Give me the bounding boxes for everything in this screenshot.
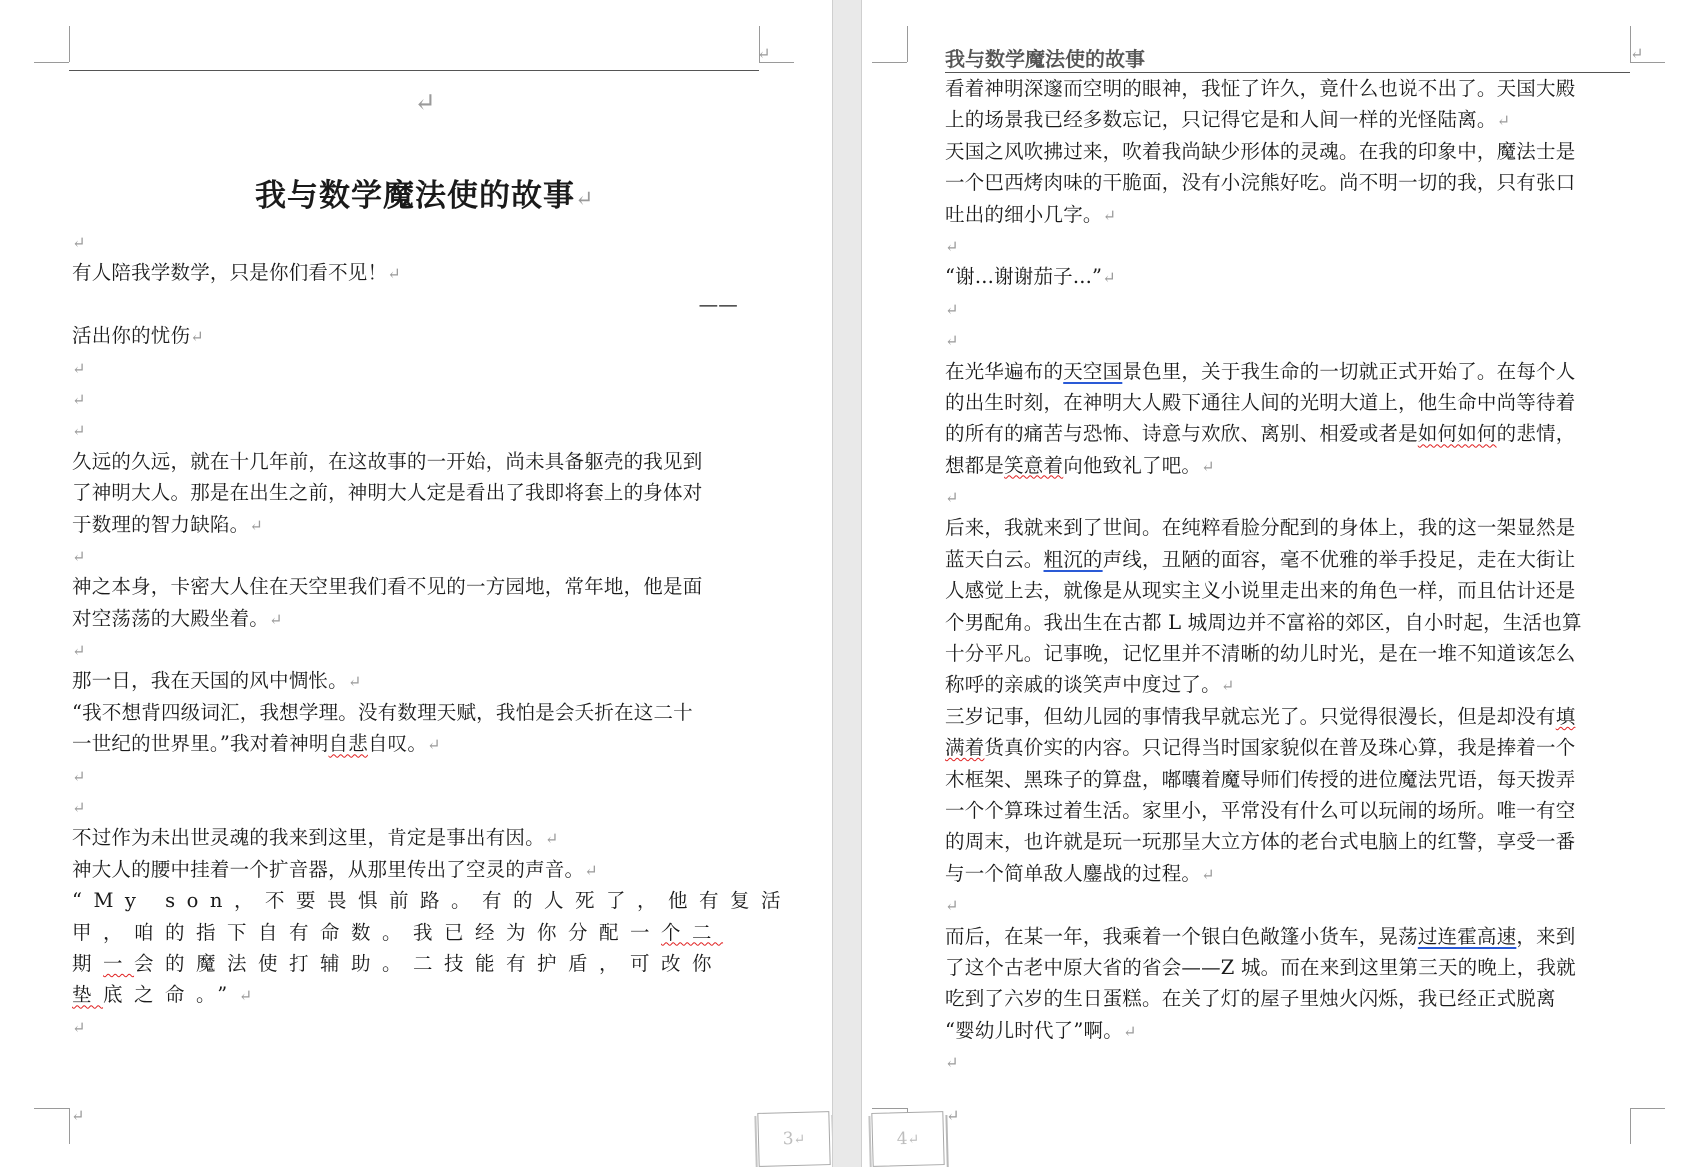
text-line bbox=[72, 257, 752, 288]
paragraph-mark: ↵ bbox=[72, 233, 86, 252]
page-4 bbox=[862, 0, 1693, 1167]
text-line bbox=[72, 509, 752, 540]
paragraph-mark: ↵ bbox=[347, 672, 362, 692]
text-line bbox=[945, 544, 1635, 575]
paragraph-mark: ↵ bbox=[72, 546, 86, 566]
text-run: ，来到 bbox=[1516, 924, 1576, 948]
text-run: —— bbox=[698, 292, 738, 316]
page-number-box[interactable]: 4↵ bbox=[871, 1111, 944, 1167]
spelling-flag[interactable]: 填 bbox=[1555, 704, 1576, 728]
text-line bbox=[72, 885, 792, 916]
crop-mark bbox=[1630, 1108, 1665, 1109]
crop-mark bbox=[872, 1108, 907, 1109]
empty-paragraph bbox=[72, 760, 752, 791]
spelling-flag[interactable]: 垫 bbox=[72, 983, 104, 1007]
text-run: 了神明大人。那是在出生之前，神明大人定是看出了我即将套上的身体对 bbox=[72, 481, 703, 505]
footer-paragraph-mark: ↵ bbox=[946, 1106, 960, 1125]
text-line bbox=[72, 854, 752, 885]
paragraph-mark: ↵ bbox=[1102, 268, 1116, 288]
header-paragraph-mark: ↵ bbox=[1630, 44, 1644, 63]
text-line bbox=[945, 921, 1635, 952]
paragraph-mark: ↵ bbox=[945, 1053, 959, 1073]
text-line bbox=[945, 136, 1635, 167]
text-line bbox=[945, 167, 1635, 198]
text-run: “谢...谢谢茄子...” bbox=[945, 265, 1103, 289]
paragraph-mark: ↵ bbox=[1201, 456, 1215, 476]
text-run: 与一个简单敌人鏖战的过程。 bbox=[945, 861, 1202, 885]
text-run: 货真价实的内容。只记得当时国家貌似在普及珠心算，我是捧着一个 bbox=[984, 736, 1576, 760]
text-line bbox=[72, 446, 752, 477]
text-line bbox=[945, 418, 1635, 449]
text-line bbox=[945, 450, 1635, 481]
paragraph-mark: ↵ bbox=[1122, 1021, 1137, 1041]
empty-paragraph bbox=[72, 634, 752, 665]
text-run: 一个个算珠过着生活。家里小，平常没有什么可以玩闹的场所。唯一有空 bbox=[945, 798, 1576, 822]
text-run: 神大人的腰中挂着一个扩音器，从那里传出了空灵的声音。 bbox=[72, 857, 585, 881]
text-line bbox=[72, 320, 752, 351]
footer-paragraph-mark: ↵ bbox=[71, 1106, 85, 1125]
paragraph-mark: ↵ bbox=[1496, 111, 1511, 131]
text-line bbox=[945, 104, 1635, 135]
empty-paragraph bbox=[945, 889, 1635, 920]
text-line bbox=[945, 952, 1635, 983]
text-run: 会的魔法使打辅助。二技能有护盾，可改你 bbox=[134, 951, 724, 975]
text-run: 有人陪我学数学，只是你们看不见！ bbox=[72, 261, 388, 285]
text-run: 的周末，也许就是玩一玩那呈大立方体的老台式电脑上的红警，享受一番 bbox=[945, 830, 1576, 854]
spelling-flag[interactable]: 个二 bbox=[661, 920, 724, 944]
text-run: 于数理的智力缺陷。 bbox=[72, 512, 250, 536]
empty-paragraph bbox=[945, 324, 1635, 355]
text-line bbox=[72, 477, 752, 508]
page-3 bbox=[0, 0, 832, 1167]
crop-mark bbox=[69, 1108, 70, 1144]
paragraph-mark: ↵ bbox=[72, 1017, 86, 1037]
crop-mark bbox=[907, 26, 908, 62]
text-run: 蓝天白云。 bbox=[945, 547, 1044, 571]
paragraph-mark: ↵ bbox=[427, 735, 441, 755]
crop-mark bbox=[34, 1108, 69, 1109]
text-line bbox=[72, 979, 752, 1010]
paragraph-mark: ↵ bbox=[72, 766, 86, 786]
paragraph-mark: ↵ bbox=[945, 331, 959, 351]
text-line bbox=[945, 764, 1635, 795]
text-line bbox=[945, 669, 1635, 700]
page-gutter bbox=[832, 0, 862, 1167]
text-line bbox=[945, 356, 1635, 387]
paragraph-mark: ↵ bbox=[72, 389, 86, 409]
text-line bbox=[72, 603, 752, 634]
text-run: 后来，我就来到了世间。在纯粹看脸分配到的身体上，我的这一架显然是 bbox=[945, 516, 1576, 540]
empty-paragraph bbox=[72, 352, 752, 383]
text-run: 甲，咱的指下自有命数。我已经为你分配一 bbox=[72, 920, 662, 944]
text-line bbox=[945, 638, 1635, 669]
text-line bbox=[945, 199, 1635, 230]
text-run: 一个巴西烤肉味的干脆面，没有小浣熊好吃。尚不明一切的我，只有张口 bbox=[945, 171, 1576, 195]
text-line bbox=[72, 665, 752, 696]
paragraph-mark: ↵ bbox=[269, 609, 283, 629]
page-number: 4 bbox=[896, 1129, 908, 1150]
paragraph-mark: ↵ bbox=[249, 515, 263, 535]
paragraph-mark: ↵ bbox=[544, 829, 559, 849]
empty-paragraph bbox=[945, 1046, 1635, 1077]
header-rule bbox=[69, 70, 759, 71]
text-run: 不过作为未出世灵魂的我来到这里，肯定是事出有因。 bbox=[72, 826, 545, 850]
grammar-flag[interactable]: 过连霍高速 bbox=[1417, 924, 1517, 948]
text-run: 吐出的细小几字。 bbox=[945, 202, 1103, 226]
text-run: 而后，在某一年，我乘着一个银白色敞篷小货车，晃荡 bbox=[945, 924, 1418, 948]
text-run: 的悲情， bbox=[1496, 422, 1576, 446]
text-run: 上的场景我已经多数忘记，只记得它是和人间一样的光怪陆离。 bbox=[945, 108, 1497, 132]
text-line bbox=[945, 795, 1635, 826]
text-line bbox=[72, 571, 752, 602]
text-run: 景色里，关于我生命的一切就正式开始了。在每个人 bbox=[1122, 359, 1576, 383]
spelling-flag[interactable]: 自悲 bbox=[328, 732, 368, 756]
text-line bbox=[945, 732, 1635, 763]
empty-paragraph bbox=[72, 791, 752, 822]
text-run: “婴幼儿时代了”啊。 bbox=[945, 1018, 1123, 1042]
text-run: 称呼的亲戚的谈笑声中度过了。 bbox=[945, 673, 1221, 697]
spelling-flag[interactable]: 满着 bbox=[945, 736, 985, 760]
text-run: 那一日，我在天国的风中惆怅。 bbox=[72, 669, 348, 693]
empty-paragraph bbox=[72, 1011, 752, 1042]
empty-paragraph bbox=[945, 230, 1635, 261]
text-run: 天国之风吹拂过来，吹着我尚缺少形体的灵魂。在我的印象中，魔法士是 bbox=[945, 139, 1576, 163]
document-title[interactable]: 我与数学魔法使的故事↵ bbox=[255, 178, 595, 214]
crop-mark bbox=[872, 62, 907, 63]
text-run: 底之命。” bbox=[103, 983, 239, 1007]
text-run: 期 bbox=[72, 951, 104, 975]
text-line bbox=[945, 1015, 1635, 1046]
text-run: 的出生时刻，在神明大人殿下通往人间的光明大道上，他生命中尚等待着 bbox=[945, 390, 1576, 414]
text-run: 十分平凡。记事晚，记忆里并不清晰的幼儿时光，是在一堆不知道该怎么 bbox=[945, 642, 1576, 666]
text-run: 的所有的痛苦与恐怖、诗意与欢欣、离别、相爱或者是 bbox=[945, 422, 1418, 446]
paragraph-mark: ↵ bbox=[584, 860, 598, 880]
text-line bbox=[72, 917, 752, 948]
text-line bbox=[72, 289, 752, 320]
text-run: 向他致礼了吧。 bbox=[1063, 453, 1202, 477]
spelling-flag[interactable]: 一 bbox=[103, 951, 135, 975]
paragraph-mark: ↵ bbox=[238, 986, 253, 1006]
text-run: 对空荡荡的大殿坐着。 bbox=[72, 606, 270, 630]
crop-mark bbox=[1630, 1108, 1631, 1144]
text-line bbox=[72, 948, 752, 979]
paragraph-mark: ↵ bbox=[387, 264, 401, 284]
page-4-body[interactable] bbox=[945, 73, 1635, 1078]
header-paragraph-mark: ↵ bbox=[414, 88, 436, 118]
text-run: 看着神明深邃而空明的眼神，我怔了许久，竟什么也说不出了。天国大殿 bbox=[945, 77, 1576, 100]
paragraph-mark: ↵ bbox=[72, 421, 86, 441]
text-run: 久远的久远，就在十几年前，在这故事的一开始，尚未具备躯壳的我见到 bbox=[72, 449, 703, 473]
paragraph-mark: ↵ bbox=[72, 641, 86, 661]
text-run: 声线，丑陋的面容，毫不优雅的举手投足，走在大街让 bbox=[1102, 547, 1576, 571]
empty-paragraph bbox=[945, 481, 1635, 512]
paragraph-mark: ↵ bbox=[945, 236, 959, 256]
text-run: 吃到了六岁的生日蛋糕。在关了灯的屋子里烛火闪烁，我已经正式脱离 bbox=[945, 987, 1556, 1011]
text-line bbox=[945, 261, 1635, 292]
text-run: 人感觉上去，就像是从现实主义小说里走出来的角色一样，而且估计还是 bbox=[945, 579, 1576, 603]
empty-paragraph bbox=[72, 414, 752, 445]
empty-paragraph bbox=[72, 226, 752, 257]
text-run: 木框架、黑珠子的算盘，嘟囔着魔导师们传授的进位魔法咒语，每天拨弄 bbox=[945, 767, 1576, 791]
empty-paragraph bbox=[945, 293, 1635, 324]
paragraph-mark: ↵ bbox=[190, 327, 204, 347]
empty-paragraph bbox=[72, 540, 752, 571]
crop-mark bbox=[34, 62, 69, 63]
paragraph-mark: ↵ bbox=[945, 299, 959, 319]
paragraph-mark: ↵ bbox=[1220, 676, 1235, 696]
text-line bbox=[945, 983, 1635, 1014]
text-line bbox=[945, 701, 1635, 732]
text-line bbox=[945, 858, 1635, 889]
text-run: “我不想背四级词汇，我想学理。没有数理天赋，我怕是会夭折在这二十 bbox=[72, 700, 693, 724]
paragraph-mark: ↵ bbox=[945, 488, 959, 508]
grammar-flag[interactable]: 粗沉的 bbox=[1043, 547, 1103, 571]
text-run: 个男配角。我出生在古都 L 城周边并不富裕的郊区，自小时起，生活也算 bbox=[945, 610, 1582, 634]
page-number-box[interactable]: 3↵ bbox=[757, 1111, 830, 1167]
running-header[interactable]: 我与数学魔法使的故事 bbox=[945, 47, 1145, 71]
text-line bbox=[945, 512, 1635, 543]
empty-paragraph bbox=[72, 383, 752, 414]
paragraph-mark: ↵ bbox=[72, 798, 86, 818]
document-title-text: 我与数学魔法使的故事 bbox=[255, 178, 575, 214]
text-run: 神之本身，卡密大人住在天空里我们看不见的一方园地，常年地，他是面 bbox=[72, 575, 703, 599]
text-line bbox=[945, 575, 1635, 606]
paragraph-mark: ↵ bbox=[1102, 205, 1117, 225]
text-run: 在光华遍布的 bbox=[945, 359, 1064, 383]
text-line bbox=[945, 73, 1635, 104]
text-run: 了这个古老中原大省的省会——Z 城。而在来到这里第三天的晚上，我就 bbox=[945, 955, 1576, 979]
text-run: 想都是 bbox=[945, 453, 1005, 477]
paragraph-mark: ↵ bbox=[72, 358, 86, 378]
grammar-flag[interactable]: 天空国 bbox=[1063, 359, 1123, 383]
crop-mark bbox=[69, 26, 70, 62]
page-number: 3 bbox=[782, 1129, 794, 1150]
text-line bbox=[72, 728, 752, 759]
text-line bbox=[945, 607, 1635, 638]
page-edge bbox=[832, 0, 833, 1167]
spelling-flag[interactable]: 如何如何 bbox=[1417, 422, 1497, 446]
header-paragraph-mark: ↵ bbox=[757, 44, 771, 63]
paragraph-mark: ↵ bbox=[1201, 864, 1215, 884]
text-run: 三岁记事，但幼儿园的事情我早就忘光了。只觉得很漫长，但是却没有 bbox=[945, 704, 1556, 728]
spelling-flag[interactable]: 笑意着 bbox=[1004, 453, 1064, 477]
text-run: 活出你的忧伤 bbox=[72, 324, 191, 348]
paragraph-mark: ↵ bbox=[945, 896, 959, 916]
text-line bbox=[945, 387, 1635, 418]
text-line bbox=[72, 822, 752, 853]
page-3-body[interactable] bbox=[72, 226, 792, 1042]
text-line bbox=[945, 826, 1635, 857]
text-run: 一世纪的世界里。”我对着神明 bbox=[72, 732, 329, 756]
text-run: “My son，不要畏惧前路。有的人死了，他有复活 bbox=[72, 889, 792, 913]
text-line bbox=[72, 697, 752, 728]
text-run: 自叹。 bbox=[367, 732, 428, 756]
